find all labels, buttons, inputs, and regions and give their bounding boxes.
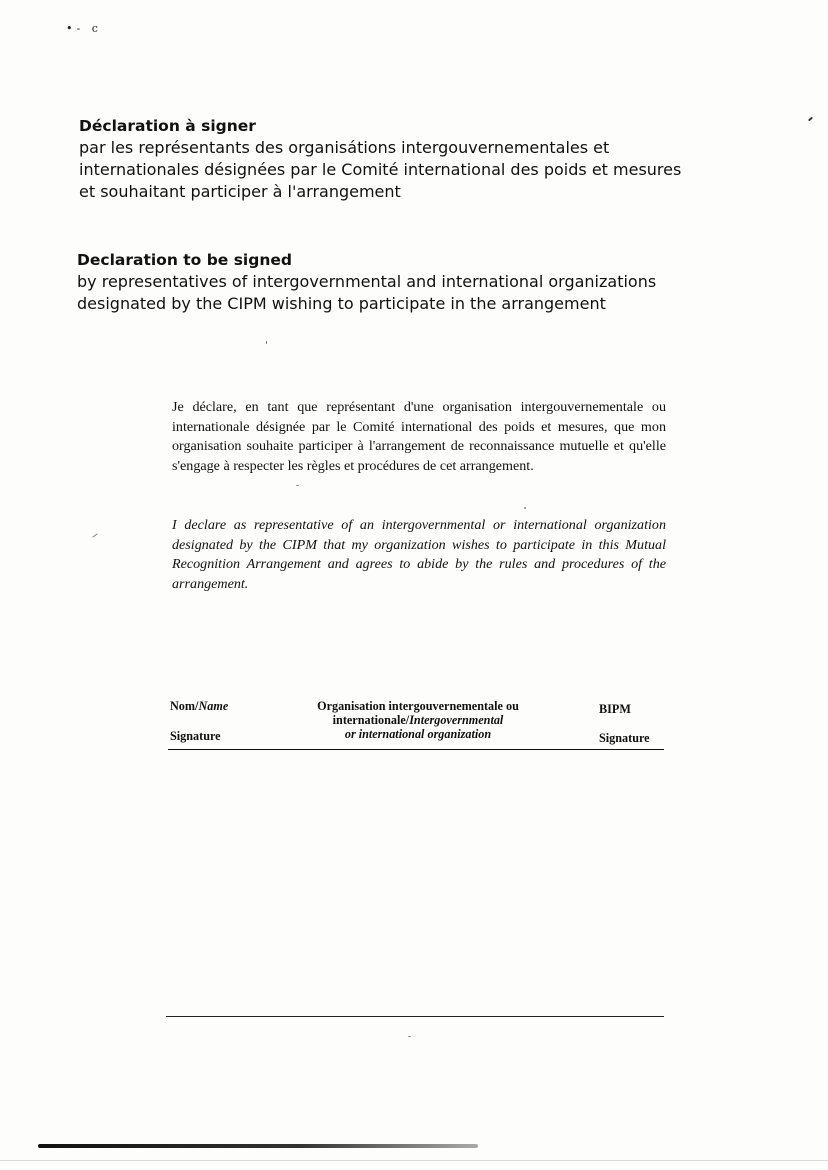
english-heading-line: by representatives of intergovernmental and international organizations <box>77 272 657 291</box>
french-heading-line: et souhaitant participer à l'arrangement <box>79 182 401 201</box>
statement-french: Je déclare, en tant que représentant d'une organisation intergouvernementale ou internationale désignée par le Comité international des poids et mesures, que mon organisation souhaite participer à l'arrangement de reconnaissance mutuelle et qu'elle s'engage à respecter les règles et procédures de cet arrangement. <box>172 399 666 474</box>
bottom-signature-line <box>166 1016 664 1017</box>
english-heading <box>77 250 656 315</box>
french-heading <box>79 116 681 203</box>
french-heading-line: par les représentants des organisátions intergouvernementales et <box>79 138 610 157</box>
english-heading-title: Declaration to be signed <box>77 251 292 269</box>
org-label-line2-fr: internationale/ <box>332 713 410 727</box>
signature-rule <box>168 749 664 750</box>
corner-mark: •- c <box>66 22 102 35</box>
org-label-line3: or international organization <box>344 727 492 741</box>
french-heading-line: internationales désignées par le Comité international des poids et mesures <box>79 160 682 179</box>
scan-speck <box>92 533 97 537</box>
english-heading-line: designated by the CIPM wishing to participate in the arrangement <box>77 294 606 313</box>
signature-right-column <box>599 702 650 745</box>
org-label-line2-en: Intergovernmental <box>409 713 504 727</box>
signature-left-column <box>170 699 229 743</box>
bipm-label: BIPM <box>599 702 631 716</box>
scan-edge-shadow <box>38 1144 478 1148</box>
signature-label-right: Signature <box>599 731 650 745</box>
scan-speck <box>808 117 813 122</box>
french-heading-title: Déclaration à signer <box>79 117 256 135</box>
name-label-en: Name <box>198 699 229 713</box>
scan-speck <box>266 341 267 344</box>
name-label-fr: Nom/ <box>170 699 199 713</box>
scan-speck <box>524 507 526 509</box>
signature-label-left: Signature <box>170 729 221 743</box>
signature-block <box>168 697 664 753</box>
signature-middle-column <box>288 699 548 741</box>
scan-speck <box>296 485 299 486</box>
org-label-line1: Organisation intergouvernementale ou <box>317 699 519 713</box>
statement-english: I declare as representative of an intergovernmental or international organization designated by the CIPM that my organization wishes to participate in this Mutual Recognition Arrangement and agrees to abide by the rules and procedures of the arrangement. <box>172 517 666 592</box>
scan-speck <box>408 1036 411 1037</box>
scan-edge-line <box>0 1160 828 1161</box>
